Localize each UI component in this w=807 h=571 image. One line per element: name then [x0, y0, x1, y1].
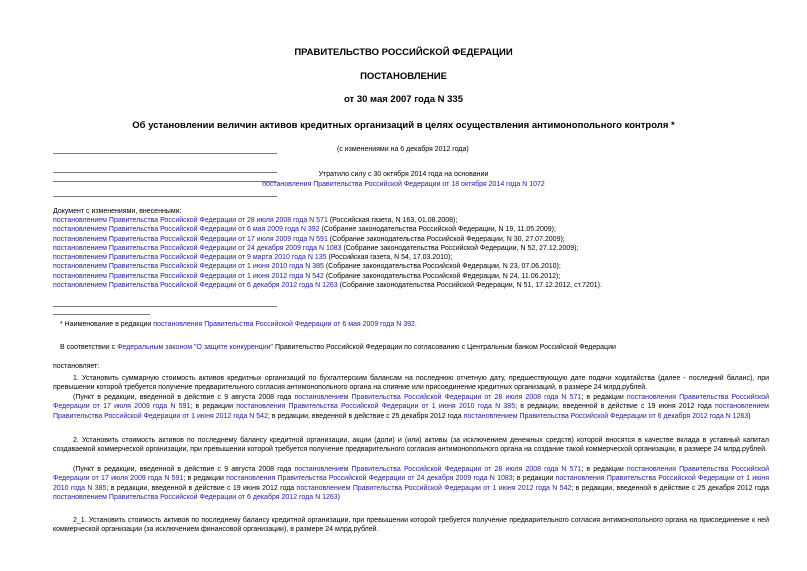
amendment-link[interactable]: постановления Правительства Российской Федерации от 1 июня 2010 года N 385 [236, 403, 516, 411]
validity-link[interactable]: постановления Правительства Российской Федерации от 18 октября 2014 года N 1072 [262, 181, 545, 188]
preamble-suffix: Правительство Российской Федерации по согласованию с Центральным банком Российской Федерации [273, 344, 616, 351]
decides-text: постановляет: [53, 363, 100, 370]
change-item-link[interactable]: постановлением Правительства Российской Федерации от 6 декабря 2012 года N 1263 [53, 282, 338, 290]
footnote-prefix: * Наименование в редакции [60, 321, 154, 328]
note-text: ; в редакции, введенной в действие с 25 декабря 2012 года [571, 484, 769, 492]
note-text: ; в редакции, введенной в действие с 19 июня 2012 года [515, 403, 716, 411]
change-item-link[interactable]: постановлением Правительства Российской Федерации от 17 июля 2009 года N 591 [53, 235, 328, 243]
change-item-source: (Российская газета, N 163, 01.08.2008); [327, 217, 458, 224]
amendment-link[interactable]: постановлением Правительства Российской Федерации от 1 июня 2012 года N 542 [53, 403, 769, 420]
change-item [53, 281, 753, 290]
changes-note: (с изменениями на 6 декабря 2012 года) [337, 146, 469, 153]
note-text: ; в редакции, введенной в действие с 25 декабря 2012 года [267, 412, 464, 420]
document-title: Об установлении величин активов кредитных организаций в целях осуществления антимонопольного контроля * [132, 120, 675, 131]
paragraph-2: 2. Установить стоимость активов по последнему балансу кредитной организации, акции (доли) и (или) активы (за исключением денежных средств) которой вносятся в качестве вклада в уставный капитал создаваемой коммерческой организации, при превышении которой требуется получение предварительного согласия антимонопольного органа на создание такой коммерческой организации, в размере 24 млрд.рублей. [53, 437, 769, 454]
decree-heading: ПОСТАНОВЛЕНИЕ [360, 71, 447, 82]
note-text: ) [748, 412, 751, 420]
footnote-link[interactable]: постановления Правительства Российской Федерации от 6 мая 2009 года N 392 [153, 321, 415, 328]
change-item-link[interactable]: постановлением Правительства Российской Федерации от 6 мая 2009 года N 392 [53, 226, 320, 234]
change-item [53, 272, 753, 281]
amendment-link[interactable]: постановлением Правительства Российской Федерации от 28 июля 2008 года N 571 [294, 394, 582, 401]
change-item-link[interactable]: постановлением Правительства Российской Федерации от 28 июля 2008 года N 571 [53, 217, 328, 224]
change-item-source: (Собрание законодательства Российской Федерации, N 24, 11.06.2012); [323, 272, 561, 280]
paragraph-2-note [53, 465, 769, 502]
paragraph-1: 1. Установить суммарную стоимость активов кредитных организаций по бухгалтерским балансам на последнюю отчетную дату, предшествующую дате подачи ходатайства (далее - последний баланс), при превышении которой требуется получение предварительного согласия антимонопольного органа на слияние или присоединение кредитных организаций, в размере 24 млрд.рублей. [53, 375, 769, 392]
change-item [53, 253, 753, 262]
change-item-source: (Собрание законодательства Российской Федерации, N 23, 07.06.2010); [323, 263, 561, 271]
divider [53, 306, 277, 307]
change-item [53, 216, 753, 225]
paragraph-1-note [53, 393, 769, 421]
validity-text: Утратило силу с 30 октября 2014 года на основании [318, 171, 489, 178]
amendment-link[interactable]: постановления Правительства Российской Федерации от 24 декабря 2009 года N 1083 [226, 475, 513, 483]
note-text: ; в редакции [183, 475, 227, 483]
paragraph-2-1: 2_1. Установить стоимость активов по последнему балансу кредитной организации, при превышении которой требуется получение предварительного согласия антимонопольного органа на присоединение к ней коммерческой организации (за исключением финансовой организации), в размере 24 млрд.рублей. [53, 517, 769, 534]
note-text: ; в редакции [512, 475, 556, 483]
change-item-link[interactable]: постановлением Правительства Российской Федерации от 1 июня 2012 года N 542 [53, 272, 324, 280]
change-item [53, 244, 753, 253]
amendment-link[interactable]: постановлением Правительства Российской Федерации от 1 июня 2012 года N 542 [296, 484, 572, 492]
change-item-link[interactable]: постановлением Правительства Российской Федерации от 1 июня 2010 года N 385 [53, 263, 324, 271]
preamble [60, 343, 616, 352]
note-text: (Пункт в редакции, введенной в действие с 9 августа 2008 года [73, 394, 295, 401]
amendment-link[interactable]: постановления Правительства Российской Федерации от 17 июля 2009 года N 591 [53, 466, 769, 483]
divider [53, 196, 277, 197]
note-text: ) [337, 493, 341, 501]
change-item [53, 235, 753, 244]
footnote-rule [53, 314, 150, 315]
change-item-link[interactable]: постановлением Правительства Российской Федерации от 24 декабря 2009 года N 1083 [53, 244, 342, 252]
preamble-law-link[interactable]: Федеральным законом "О защите конкуренции" [117, 344, 273, 351]
government-heading: ПРАВИТЕЛЬСТВО РОССИЙСКОЙ ФЕДЕРАЦИИ [294, 47, 513, 58]
change-item [53, 262, 753, 271]
amendment-link[interactable]: постановления Правительства Российской Федерации от 1 июня 2010 года N 385 [53, 475, 770, 492]
change-item-source: (Собрание законодательства Российской Федерации, N 51, 17.12.2012, ст.7201). [337, 282, 602, 290]
divider [53, 153, 277, 154]
note-text: ; в редакции [190, 403, 237, 411]
footnote [60, 320, 417, 329]
preamble-prefix: В соответствии с [60, 344, 118, 351]
change-item [53, 225, 753, 234]
change-item-source: (Собрание законодательства Российской Федерации, N 52, 27.12.2009); [341, 244, 579, 252]
note-text: ; в редакции [581, 394, 627, 401]
amendment-link[interactable]: постановлением Правительства Российской Федерации от 6 декабря 2012 года N 1263 [53, 493, 338, 501]
amendment-link[interactable]: постановления Правительства Российской Федерации от 17 июля 2009 года N 591 [53, 394, 769, 411]
change-item-source: (Российская газета, N 54, 17.03.2010); [326, 254, 453, 262]
amendment-link[interactable]: постановлением Правительства Российской Федерации от 6 декабря 2012 года N 1263 [463, 412, 749, 420]
changes-heading: Документ с изменениями, внесенными: [53, 208, 182, 215]
change-item-source: (Собрание законодательства Российской Федерации, N 30, 27.07.2009); [327, 235, 565, 243]
note-text: ; в редакции [581, 466, 627, 473]
change-item-source: (Собрание законодательства Российской Федерации, N 19, 11.05.2009); [319, 226, 556, 234]
change-item-link[interactable]: постановлением Правительства Российской Федерации от 9 марта 2010 года N 135 [53, 254, 327, 262]
footnote-suffix: . [414, 321, 417, 328]
decree-date: от 30 мая 2007 года N 335 [343, 94, 464, 105]
amendment-link[interactable]: постановлением Правительства Российской Федерации от 28 июля 2008 года N 571 [294, 466, 582, 473]
note-text: ; в редакции, введенной в действие с 19 июня 2012 года [106, 484, 297, 492]
changes-list [53, 216, 753, 290]
note-text: (Пункт в редакции, введенной в действие с 9 августа 2008 года [73, 466, 295, 473]
